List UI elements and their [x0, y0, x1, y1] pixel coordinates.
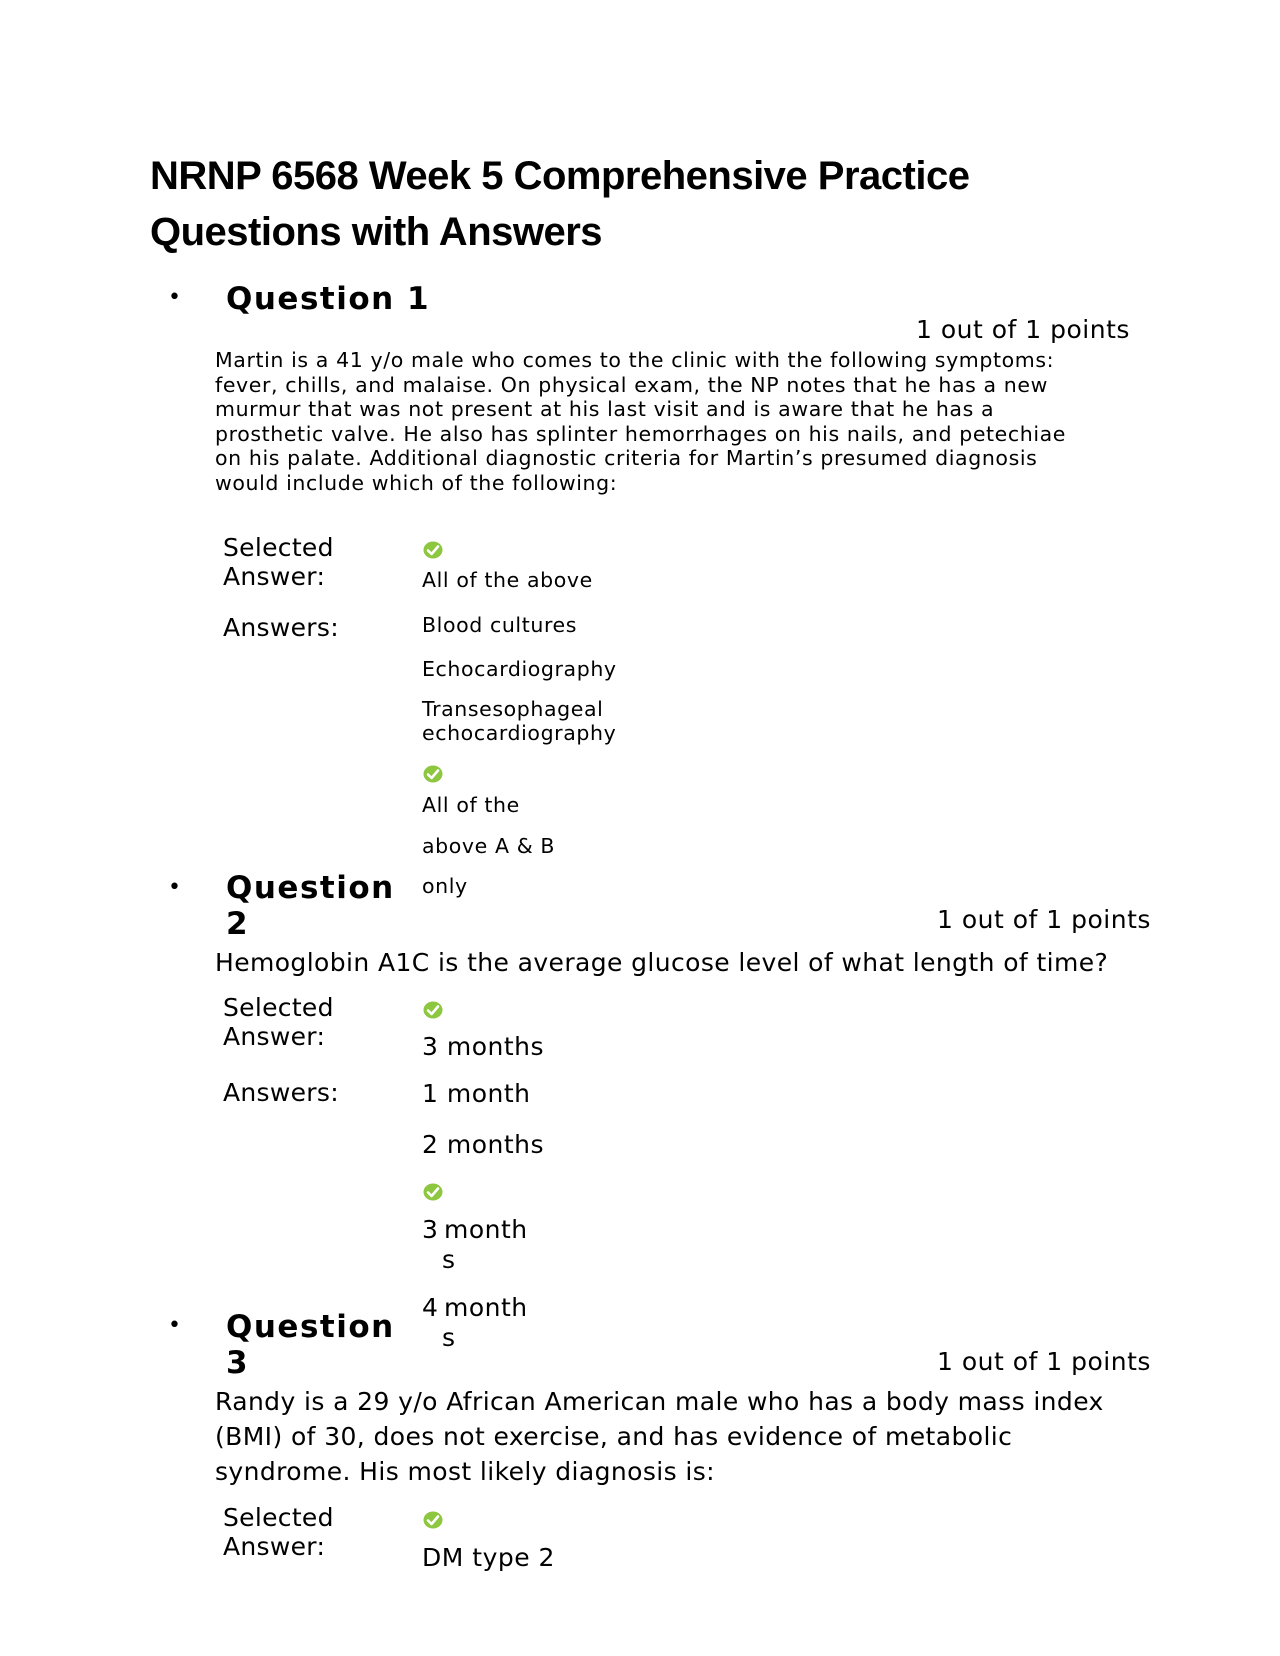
question-1-text-line: on his palate. Additional diagnostic criteria for Martin’s presumed diagnosis [215, 446, 1038, 470]
q2-answer-option: 3 [422, 1215, 439, 1244]
q3-selected-answer-label [223, 1503, 334, 1561]
q1-selected-answer: All of the above [422, 568, 593, 592]
question-2-text: Hemoglobin A1C is the average glucose level of what length of time? [215, 948, 1109, 977]
question-heading-line: 2 [226, 906, 250, 942]
question-1-heading: Question 1 [226, 281, 431, 317]
selected-label-line: Answer: [223, 1022, 326, 1051]
q1-answer-option: above A & B [422, 834, 556, 858]
question-heading-line: Question [226, 870, 395, 906]
correct-check-icon [423, 1183, 443, 1201]
q1-selected-answer-label [223, 533, 334, 591]
correct-check-icon [423, 1511, 443, 1529]
question-1-text-line: fever, chills, and malaise. On physical exam, the NP notes that he has a new [215, 372, 1048, 397]
correct-check-icon [423, 765, 443, 783]
question-3-heading [226, 1309, 395, 1381]
question-3-points: 1 out of 1 points [937, 1347, 1151, 1376]
q2-answer-option: s [442, 1323, 456, 1352]
q2-answer-option: s [442, 1245, 456, 1274]
title-line-1: NRNP 6568 Week 5 Comprehensive Practice [150, 154, 970, 198]
selected-label-line: Selected [223, 1503, 334, 1532]
question-3-text-line: Randy is a 29 y/o African American male who has a body mass index [215, 1387, 1104, 1416]
q2-answers-label: Answers: [223, 1078, 339, 1107]
q1-answer-option: Echocardiography [422, 657, 617, 681]
question-3-text-line: syndrome. His most likely diagnosis is: [215, 1457, 715, 1486]
bullet-q2: • [168, 875, 181, 900]
bullet-q1: • [168, 285, 181, 310]
q2-selected-answer-label [223, 993, 334, 1051]
selected-label-line: Selected [223, 533, 334, 562]
bullet-q3: • [168, 1313, 181, 1338]
question-2-points: 1 out of 1 points [937, 905, 1151, 934]
q1-answer-option: All of the [422, 793, 520, 817]
correct-check-icon [423, 541, 443, 559]
question-1-text-line: murmur that was not present at his last visit and is aware that he has a [215, 397, 995, 421]
q1-answer-option: Blood cultures [422, 613, 578, 637]
q3-selected-answer: DM type 2 [422, 1543, 555, 1572]
document-title [150, 148, 969, 260]
question-3-text [215, 1384, 1104, 1489]
q1-answer-option: only [422, 874, 468, 898]
q2-selected-answer: 3 months [422, 1032, 545, 1061]
question-1-text-line: Martin is a 41 y/o male who comes to the clinic with the following symptoms: [215, 348, 1055, 372]
question-heading-line: 3 [226, 1345, 250, 1381]
question-1-text-line: prosthetic valve. He also has splinter hemorrhages on his nails, and petechiae [215, 421, 1067, 446]
q1-answer-option: echocardiography [422, 721, 617, 745]
selected-label-line: Answer: [223, 1532, 326, 1561]
correct-check-icon [423, 1001, 443, 1019]
question-1-points: 1 out of 1 points [916, 315, 1130, 344]
q2-answer-option: 1 month [422, 1079, 531, 1108]
selected-label-line: Answer: [223, 562, 326, 591]
question-1-text-line: would include which of the following: [215, 470, 618, 495]
question-3-text-line: (BMI) of 30, does not exercise, and has evidence of metabolic [215, 1422, 1013, 1451]
q2-answer-option: 4 [422, 1293, 439, 1322]
title-line-2: Questions with Answers [150, 210, 603, 254]
q2-answer-option: month [444, 1215, 528, 1244]
question-1-text [215, 348, 1066, 495]
selected-label-line: Selected [223, 993, 334, 1022]
q1-answers-label: Answers: [223, 613, 339, 642]
question-2-heading [226, 870, 395, 942]
q2-answer-option: month [444, 1293, 528, 1322]
q2-answer-option: 2 months [422, 1130, 545, 1159]
question-heading-line: Question [226, 1309, 395, 1345]
q1-answer-option: Transesophageal [422, 697, 604, 721]
